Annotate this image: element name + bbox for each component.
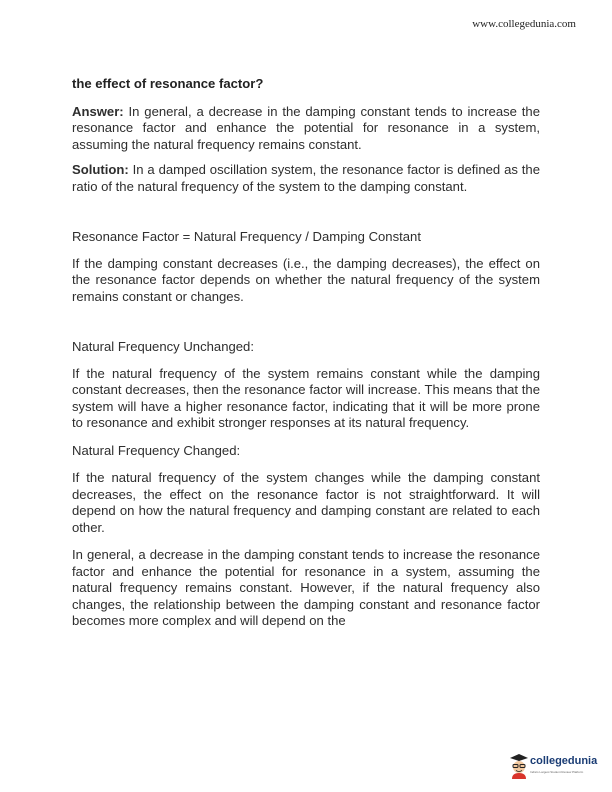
case1-paragraph: If the natural frequency of the system remains constant while the damping constant decreases, then the resonance factor will increase. This means that the system will have a higher resonance factor, indicating that it will be more prone to resonance and exhibit stronger responses at its natural frequency.: [72, 365, 540, 430]
document-content: [72, 76, 540, 630]
logo-wordmark: collegedunia: [530, 755, 598, 767]
solution-label: Solution:: [72, 162, 129, 177]
case2-paragraph: If the natural frequency of the system changes while the damping constant decreases, the effect on the resonance factor is not straightforward. It will depend on how the natural frequency and damping constant are related to each other.: [72, 470, 540, 535]
case2-heading: Natural Frequency Changed:: [72, 442, 241, 458]
conclusion-paragraph: In general, a decrease in the damping constant tends to increase the resonance factor and enhance the potential for resonance in a system, assuming the natural frequency remains constant. However, if the natural frequency also changes, the relationship between the damping constant and resonance factor becomes more complex and will depend on the: [72, 547, 540, 628]
formula-line: Resonance Factor = Natural Frequency / Damping Constant: [72, 229, 421, 244]
answer-text: In general, a decrease in the damping constant tends to increase the resonance factor and enhance the potential for resonance in a system, assuming the natural frequency remains constant.: [72, 103, 540, 152]
mascot-icon: [508, 751, 530, 779]
solution-paragraph: [72, 162, 540, 195]
answer-label: Answer:: [72, 103, 124, 119]
site-url: www.collegedunia.com: [472, 18, 576, 30]
collegedunia-logo: [508, 751, 604, 781]
logo-tagline: India's Largest Student Review Platform: [530, 770, 584, 774]
answer-paragraph: [72, 104, 540, 154]
case1-heading: Natural Frequency Unchanged:: [72, 339, 254, 354]
solution-text: In a damped oscillation system, the resonance factor is defined as the ratio of the natural frequency of the system to the damping constant.: [72, 162, 540, 194]
intro-paragraph: If the damping constant decreases (i.e., the damping decreases), the effect on the resonance factor depends on whether the natural frequency of the system remains constant or changes.: [72, 255, 540, 304]
question-heading: the effect of resonance factor?: [72, 76, 264, 91]
